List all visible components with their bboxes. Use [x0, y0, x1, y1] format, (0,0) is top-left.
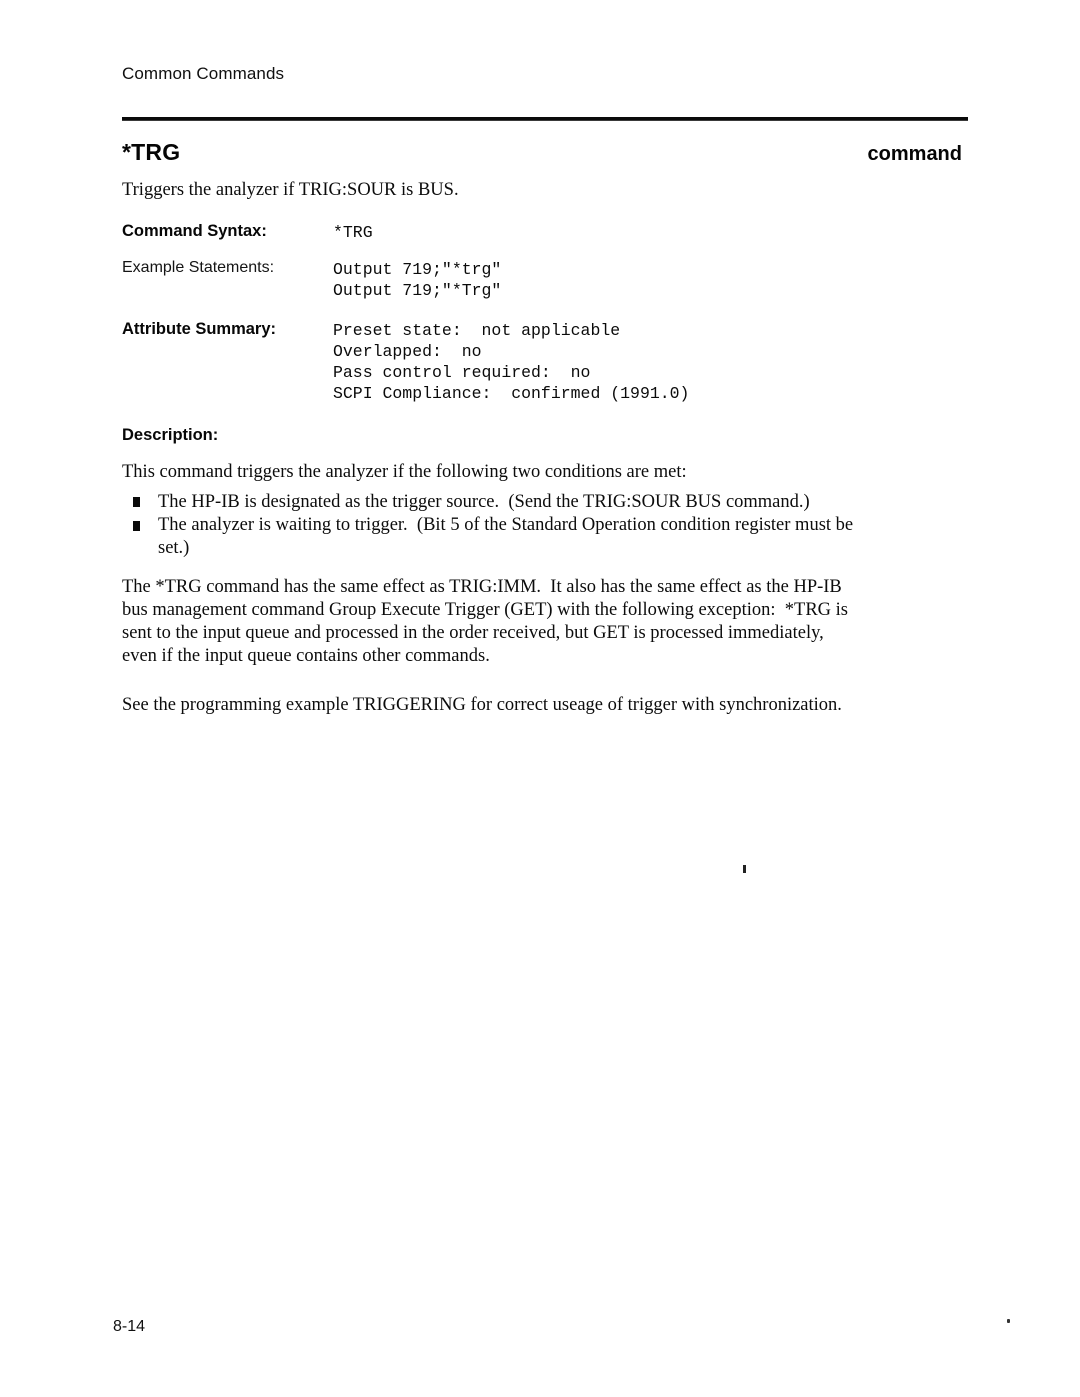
syntax-label: Command Syntax:	[122, 222, 267, 240]
scan-artifact	[1007, 1319, 1010, 1323]
bullet-item-text-wrap: set.)	[158, 538, 190, 558]
command-name-heading: *TRG	[122, 139, 181, 165]
bullet-item-text: The HP-IB is designated as the trigger source. (Send the TRIG:SOUR BUS command.)	[158, 492, 810, 512]
paragraph-line: sent to the input queue and processed in the order received, but GET is processed immediately,	[122, 623, 824, 643]
description-paragraph: See the programming example TRIGGERING for correct useage of trigger with synchronization.	[122, 695, 842, 715]
bullet-item-text: The analyzer is waiting to trigger. (Bit 5 of the Standard Operation condition register must be	[158, 515, 854, 535]
page-number: 8-14	[113, 1318, 146, 1335]
paragraph-line: even if the input queue contains other commands.	[122, 646, 490, 666]
command-title-row	[122, 139, 962, 166]
command-summary: Triggers the analyzer if TRIG:SOUR is BUS.	[122, 180, 459, 200]
attribute-summary-values	[333, 320, 689, 404]
description-label: Description:	[122, 426, 219, 444]
header-rule	[122, 117, 968, 121]
bullet-square-icon	[133, 521, 140, 531]
description-intro: This command triggers the analyzer if the following two conditions are met:	[122, 462, 687, 482]
command-type-label: command	[867, 143, 962, 165]
running-header: Common Commands	[122, 64, 285, 83]
example-statement-line: Output 719;"*Trg"	[333, 281, 502, 300]
description-paragraph	[122, 576, 848, 668]
attribute-summary-row	[122, 320, 982, 404]
attribute-line: Overlapped: no	[333, 342, 482, 361]
examples-row	[122, 259, 982, 301]
syntax-row	[122, 222, 982, 243]
example-statement-line: Output 719;"*trg"	[333, 260, 502, 279]
examples-label: Example Statements:	[122, 259, 275, 276]
paragraph-line: bus management command Group Execute Trigger (GET) with the following exception: *TRG is	[122, 600, 848, 620]
attribute-line: Preset state: not applicable	[333, 321, 621, 340]
bullet-square-icon	[133, 497, 140, 507]
syntax-value: *TRG	[333, 223, 373, 242]
scan-artifact	[743, 865, 746, 873]
paragraph-line: The *TRG command has the same effect as TRIG:IMM. It also has the same effect as the HP-IB	[122, 577, 842, 597]
attribute-line: Pass control required: no	[333, 363, 591, 382]
attribute-line: SCPI Compliance: confirmed (1991.0)	[333, 384, 690, 403]
attribute-summary-label: Attribute Summary:	[122, 320, 277, 338]
example-statements	[333, 259, 501, 301]
